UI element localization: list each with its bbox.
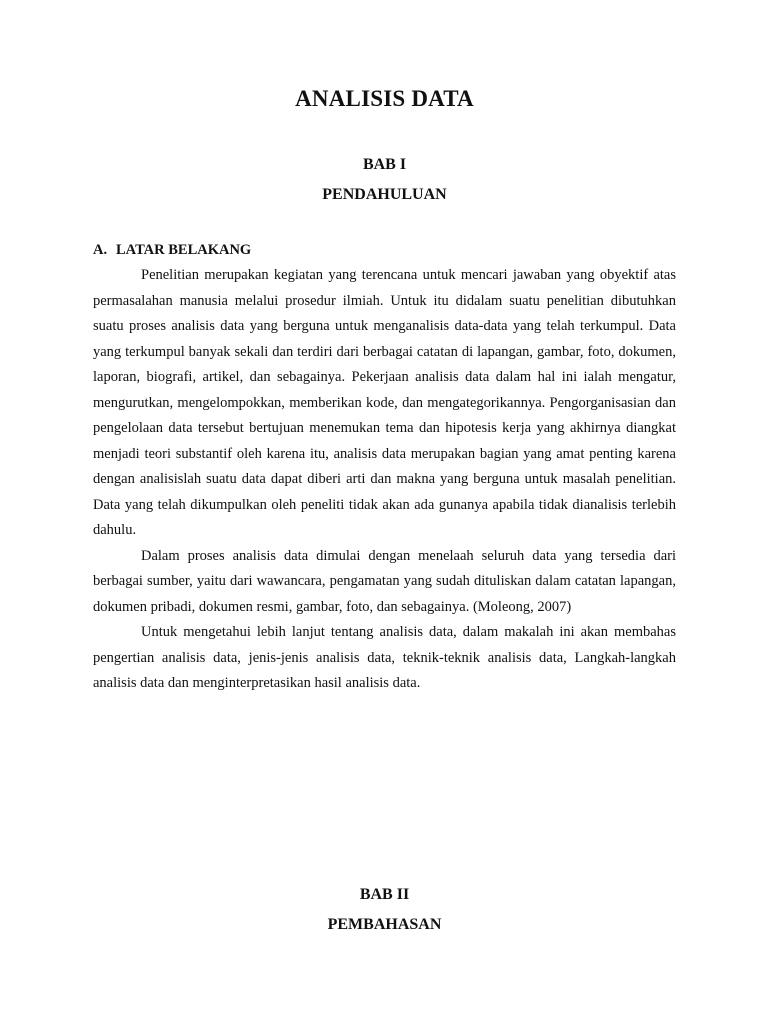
paragraph-2: Dalam proses analisis data dimulai dengan menelaah seluruh data yang tersedia dari berbagai sumber, yaitu dari wawancara, pengamatan yang sudah dituliskan dalam catatan lapangan, dokumen pribadi, dokumen resmi, gambar, foto, dan sebagainya. (Moleong, 2007): [93, 547, 676, 615]
section-a-body: [93, 263, 676, 697]
chapter-1-number: BAB I: [362, 156, 407, 173]
section-a-title: LATAR BELAKANG: [116, 242, 252, 258]
paragraph-3: Untuk mengetahui lebih lanjut tentang analisis data, dalam makalah ini akan membahas pengertian analisis data, jenis-jenis analisis data, teknik-teknik analisis data, Langkah-langkah analisis data dan menginterpretasikan hasil analisis data.: [93, 624, 676, 691]
chapter-2-name: PEMBAHASAN: [327, 916, 442, 933]
chapter-2-number: BAB II: [359, 886, 410, 903]
document-page: [93, 0, 676, 1024]
document-title: ANALISIS DATA: [295, 86, 474, 111]
section-a-number: A.: [93, 242, 108, 258]
chapter-1-name: PENDAHULUAN: [322, 186, 447, 203]
section-a-heading: [93, 242, 251, 259]
paragraph-1: Penelitian merupakan kegiatan yang terencana untuk mencari jawaban yang obyektif atas permasalahan manusia melalui prosedur ilmiah. Untuk itu didalam suatu penelitian dibutuhkan suatu proses analisis data yang berguna untuk menganalisis data-data yang telah terkumpul. Data yang terkumpul banyak sekali dan terdiri dari berbagai catatan di lapangan, gambar, foto, dokumen, laporan, biografi, artikel, dan sebagainya. Pekerjaan analisis data dalam hal ini ialah mengatur, mengurutkan, mengelompokkan, memberikan kode, dan mengategorikannya. Pengorganisasian dan pengelolaan data tersebut bertujuan menemukan tema dan hipotesis kerja yang akhirnya diangkat menjadi teori substantif oleh karena itu, analisis data merupakan bagian yang amat penting karena dengan analisislah suatu data dapat diberi arti dan makna yang berguna untuk masalah penelitian. Data yang telah dikumpulkan oleh peneliti tidak akan ada gunanya apabila tidak dianalisis terlebih dahulu.: [93, 267, 676, 538]
